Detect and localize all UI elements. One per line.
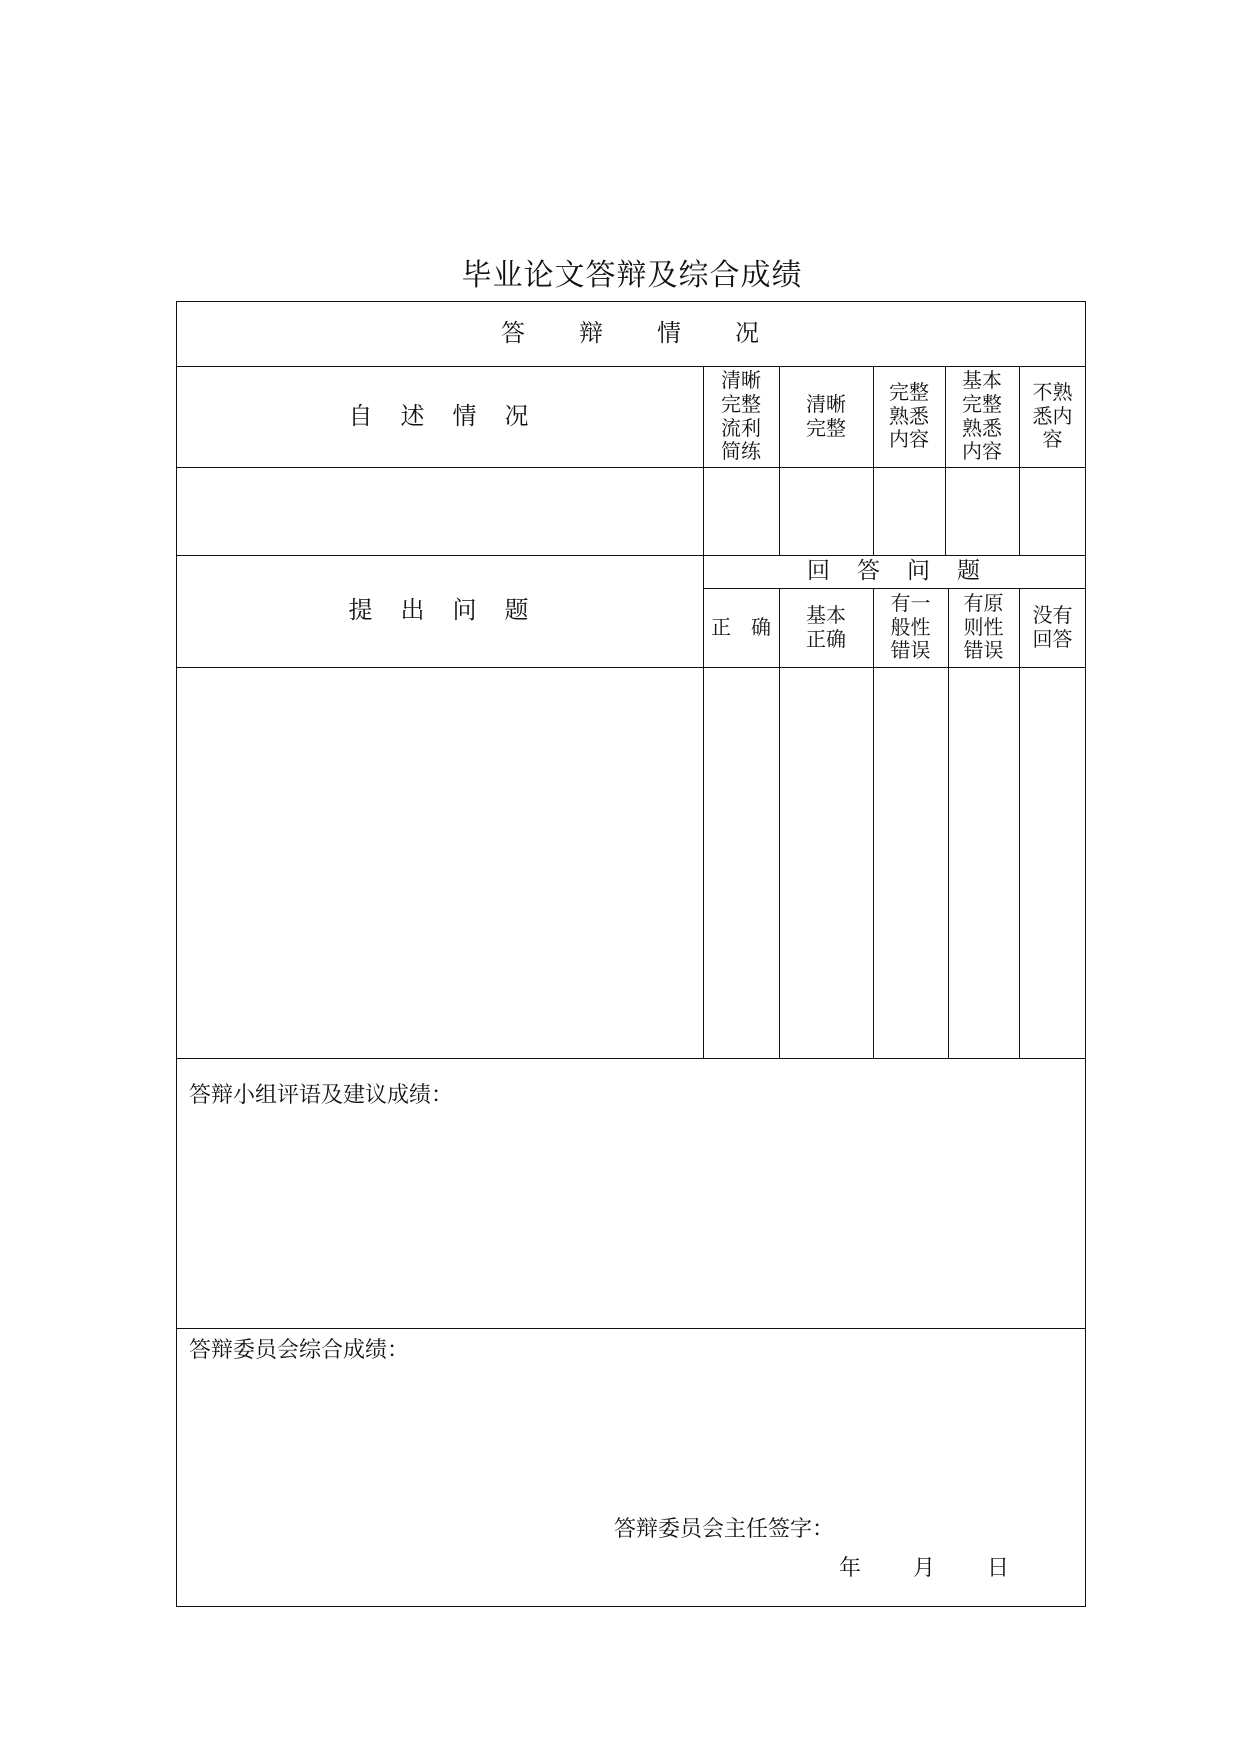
committee-chair-signature-label: 答辩委员会主任签字： (614, 1517, 835, 1542)
answer-option-basically-correct: 基本 正确 (806, 602, 846, 651)
date-month-label: 月 (913, 1556, 936, 1581)
self-statement-label: 自 述 情 况 (348, 401, 531, 430)
row-divider-question-options (176, 667, 1086, 668)
self-statement-option-complete-familiar: 完整 熟悉 内容 (889, 380, 929, 452)
row-divider-questions-body (176, 1058, 1086, 1059)
answer-option-correct: 正 确 (711, 614, 771, 639)
answer-questions-header: 回 答 问 题 (807, 558, 982, 585)
date-year-label: 年 (839, 1556, 862, 1581)
self-statement-option-clear-complete-fluent-concise: 清晰 完整 流利 简练 (721, 368, 761, 464)
defense-section-header: 答 辩 情 况 (501, 318, 761, 347)
self-statement-option-clear-complete: 清晰 完整 (806, 391, 846, 440)
date-day-label: 日 (987, 1556, 1010, 1581)
self-statement-option-basically-complete-familiar: 基本 完整 熟悉 内容 (962, 368, 1002, 464)
questions-asked-label: 提 出 问 题 (348, 596, 531, 625)
defense-grade-table (176, 301, 1086, 1607)
committee-grade-label: 答辩委员会综合成绩： (189, 1338, 410, 1363)
answer-option-no-answer: 没有 回答 (1032, 602, 1073, 651)
self-statement-option-unfamiliar: 不熟 悉内 容 (1032, 380, 1073, 452)
group-comment-label: 答辩小组评语及建议成绩： (189, 1083, 454, 1108)
answer-option-general-error: 有一 般性 错误 (890, 591, 931, 663)
row-divider-self-options (176, 467, 1086, 468)
page-title: 毕业论文答辩及综合成绩 (461, 258, 803, 293)
row-divider-group-comment (176, 1328, 1086, 1329)
answer-option-principle-error: 有原 则性 错误 (963, 591, 1004, 663)
